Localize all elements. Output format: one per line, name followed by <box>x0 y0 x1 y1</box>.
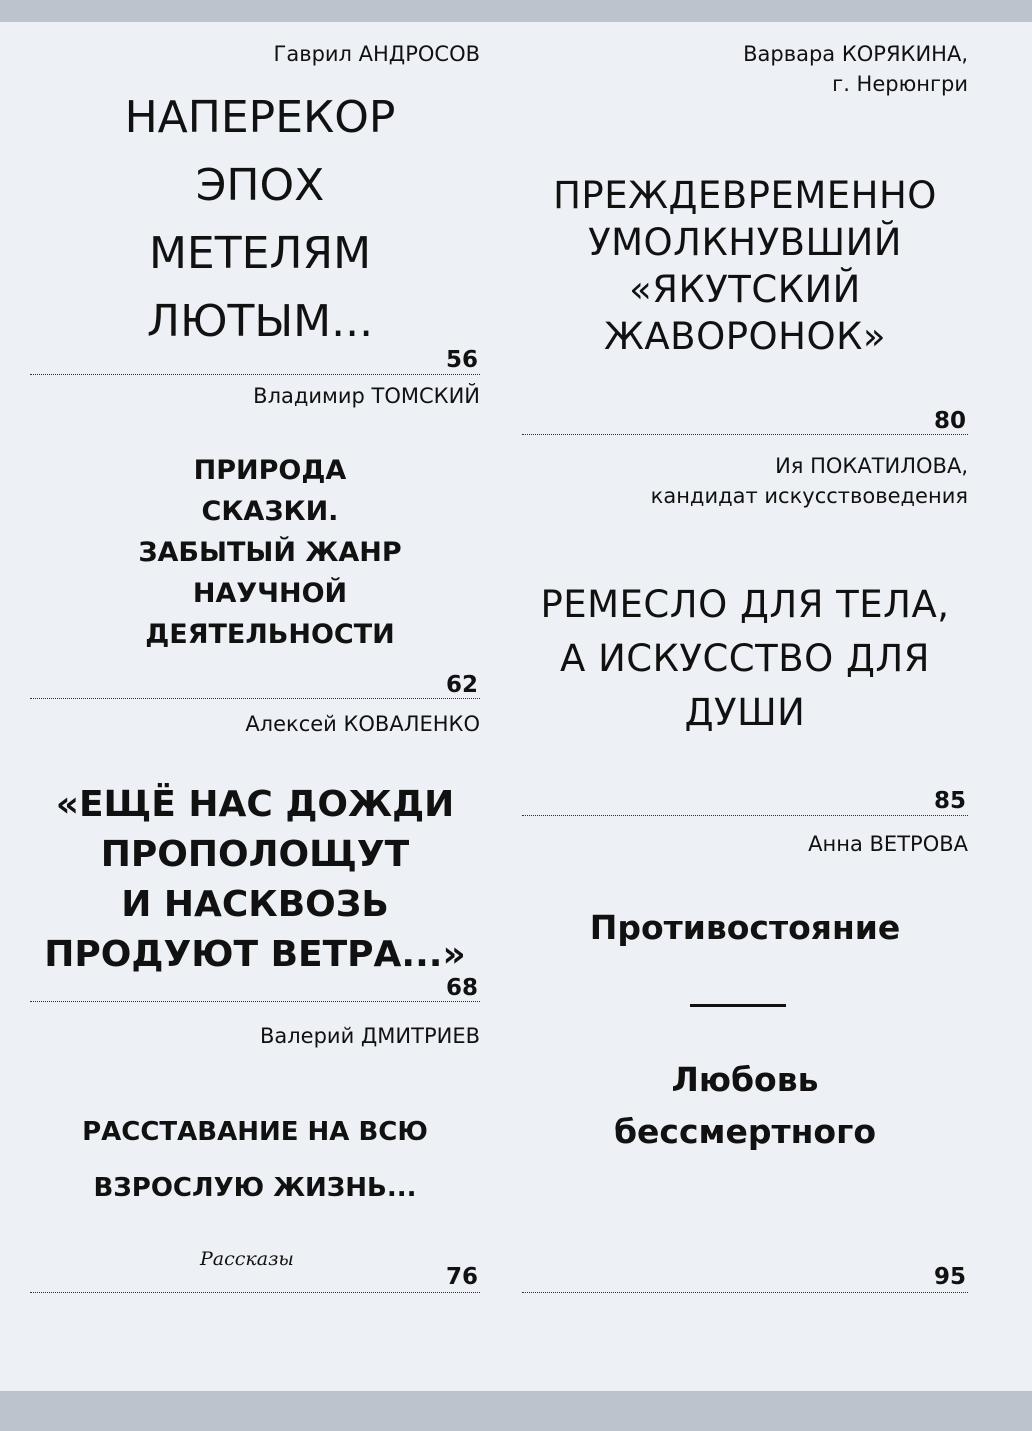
entry-title[interactable]: НАПЕРЕКОР ЭПОХ МЕТЕЛЯМ ЛЮТЫМ... <box>124 92 396 347</box>
entry-author: Валерий ДМИТРИЕВ <box>259 1024 480 1048</box>
page-number: 56 <box>445 347 478 373</box>
page-number: 62 <box>445 672 478 698</box>
bottom-band <box>0 1391 1032 1431</box>
entry-author: Ия ПОКАТИЛОВА, <box>775 454 968 478</box>
entry-author: Анна ВЕТРОВА <box>808 832 968 856</box>
entry-author: Алексей КОВАЛЕНКО <box>245 712 480 736</box>
dotted-rule <box>522 1292 968 1293</box>
page-number: 76 <box>445 1264 478 1290</box>
dotted-rule <box>30 698 480 699</box>
entry-title[interactable]: ПРИРОДА СКАЗКИ. ЗАБЫТЫЙ ЖАНР НАУЧНОЙ ДЕЯТЕЛЬНОСТИ <box>138 455 402 650</box>
page-number: 68 <box>445 975 478 1001</box>
entry-author-detail: г. Нерюнгри <box>832 72 968 96</box>
entry-author: Владимир ТОМСКИЙ <box>253 384 480 408</box>
entry-title-2[interactable]: Любовь бессмертного <box>613 1060 877 1151</box>
page-number: 85 <box>933 788 966 814</box>
entry-author-detail: кандидат искусствоведения <box>650 484 968 508</box>
dotted-rule <box>30 374 480 375</box>
entry-subtitle: Рассказы <box>200 1248 294 1270</box>
separator-dash <box>690 1004 786 1007</box>
top-band <box>0 0 1032 22</box>
dotted-rule <box>30 1001 480 1002</box>
entry-title[interactable]: ПРЕЖДЕВРЕМЕННО УМОЛКНУВШИЙ «ЯКУТСКИЙ ЖАВОРОНОК» <box>553 174 937 358</box>
page-number: 80 <box>933 408 966 434</box>
page <box>0 22 1032 1391</box>
entry-title[interactable]: РЕМЕСЛО ДЛЯ ТЕЛА, А ИСКУССТВО ДЛЯ ДУШИ <box>540 583 950 734</box>
page-number: 95 <box>933 1264 966 1290</box>
entry-author: Варвара КОРЯКИНА, <box>743 42 968 66</box>
dotted-rule <box>522 815 968 816</box>
entry-author: Гаврил АНДРОСОВ <box>273 42 480 66</box>
entry-title[interactable]: «ЕЩЁ НАС ДОЖДИ ПРОПОЛОЩУТ И НАСКВОЗЬ ПРОДУЮТ ВЕТРА...» <box>44 784 466 975</box>
entry-title[interactable]: РАССТАВАНИЕ НА ВСЮ ВЗРОСЛУЮ ЖИЗНЬ... <box>82 1117 428 1203</box>
dotted-rule <box>522 434 968 435</box>
dotted-rule <box>30 1292 480 1293</box>
entry-title[interactable]: Противостояние <box>589 908 901 947</box>
